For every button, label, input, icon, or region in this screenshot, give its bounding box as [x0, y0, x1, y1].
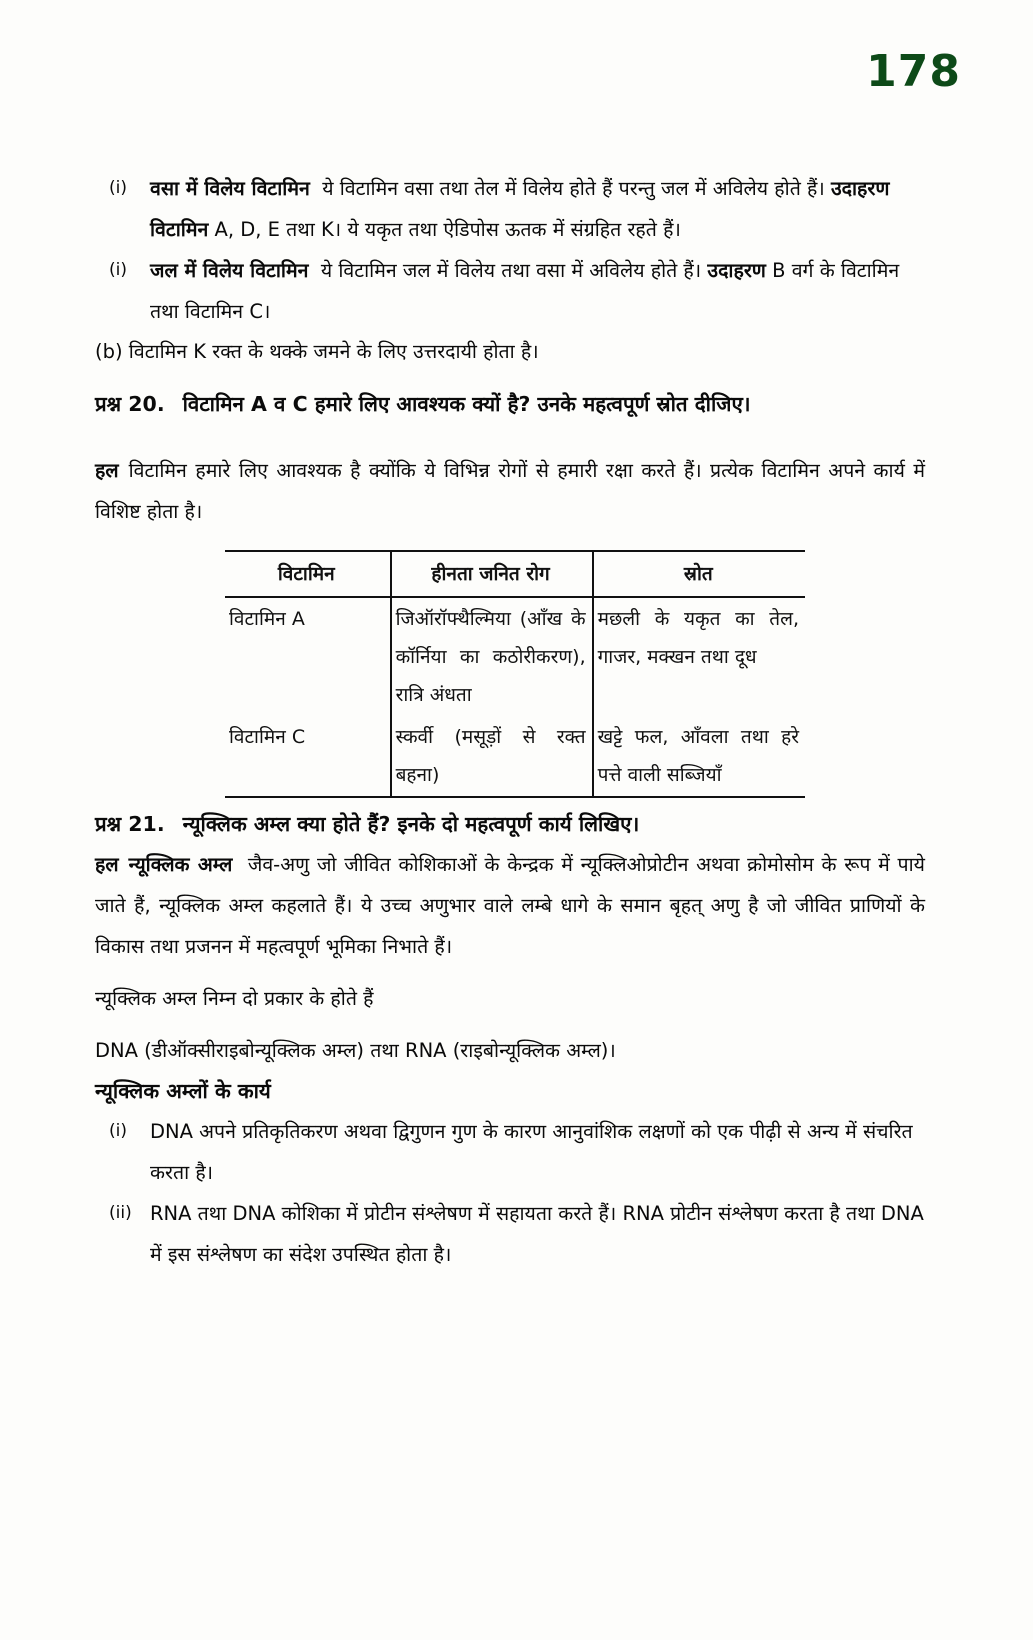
- list-item: [95, 168, 925, 250]
- bold-lead-term: वसा में विलेय विटामिन: [150, 177, 310, 200]
- item-b-text: विटामिन K रक्त के थक्के जमने के लिए उत्तरदायी होता है।: [128, 340, 539, 363]
- question-20-text: विटामिन A व C हमारे लिए आवश्यक क्यों है? उनके महत्वपूर्ण स्रोत दीजिए।: [182, 392, 751, 416]
- list-item-text-a: ये विटामिन जल में विलेय तथा वसा में अविलेय होते हैं।: [320, 259, 702, 282]
- list-item-text-b: B वर्ग के विटामिन तथा विटामिन C।: [150, 259, 900, 323]
- nucleic-acid-types-line: DNA (डीऑक्सीराइबोन्यूक्लिक अम्ल) तथा RNA (राइबोन्यूक्लिक अम्ल)।: [95, 1039, 616, 1062]
- item-b-line: [95, 332, 925, 372]
- cell-vitamin: विटामिन A: [229, 608, 305, 630]
- functions-heading: न्यूक्लिक अम्लों के कार्य: [95, 1079, 271, 1103]
- solution-20: [95, 450, 925, 532]
- column-header-vitamin: विटामिन: [225, 551, 391, 597]
- item-b-marker: (b): [95, 340, 123, 363]
- example-label: उदाहरण: [830, 177, 890, 200]
- question-21-label: प्रश्न 21.: [95, 812, 165, 836]
- table-body: [225, 597, 805, 797]
- list-marker: (i): [109, 178, 127, 198]
- list-item-text-b: A, D, E तथा K। ये यकृत तथा ऐडिपोस ऊतक में संग्रहित रहते हैं।: [214, 218, 681, 241]
- table-head: [225, 551, 805, 597]
- list-item-body: [150, 177, 896, 241]
- function-item-text: RNA तथा DNA कोशिका में प्रोटीन संश्लेषण में सहायता करते हैं। RNA प्रोटीन संश्लेषण करता है तथा DNA में इस संश्लेषण का संदेश उपस्थित होता है।: [150, 1202, 924, 1266]
- list-item: [95, 1193, 925, 1275]
- question-20-heading: [95, 384, 925, 424]
- cell-source: खट्टे फल, आँवला तथा हरे पत्ते वाली सब्जियाँ: [593, 716, 805, 797]
- page-content: [95, 168, 925, 1275]
- list-item: [95, 1111, 925, 1193]
- vitamin-type-list: [95, 168, 925, 332]
- question-21-heading: [95, 804, 925, 844]
- vitamin-word: विटामिन: [150, 218, 209, 241]
- nucleic-acid-functions-list: [95, 1111, 925, 1275]
- list-marker: (ii): [109, 1203, 132, 1223]
- column-header-source: स्रोत: [593, 551, 805, 597]
- list-item: [95, 250, 925, 332]
- vitamin-table-container: [225, 550, 805, 798]
- list-item-body: [150, 259, 899, 323]
- list-item-text-a: ये विटामिन वसा तथा तेल में विलेय होते हैं परन्तु जल में अविलेय होते हैं।: [322, 177, 825, 200]
- solution-21-term: न्यूक्लिक अम्ल: [128, 853, 233, 876]
- solution-20-text: विटामिन हमारे लिए आवश्यक है क्योंकि ये विभिन्न रोगों से हमारी रक्षा करते हैं। प्रत्येक विटामिन अपने कार्य में विशिष्ट होता है।: [95, 459, 925, 523]
- column-header-disease: हीनता जनित रोग: [391, 551, 593, 597]
- function-item-text: DNA अपने प्रतिकृतिकरण अथवा द्विगुणन गुण के कारण आनुवांशिक लक्षणों को एक पीढ़ी से अन्य में संचरित करता है।: [150, 1120, 913, 1184]
- example-label: उदाहरण: [707, 259, 766, 282]
- question-20-label: प्रश्न 20.: [95, 392, 165, 416]
- solution-label: हल: [95, 459, 119, 482]
- solution-21-text: जैव-अणु जो जीवित कोशिकाओं के केन्द्रक में न्यूक्लिओप्रोटीन अथवा क्रोमोसोम के रूप में पाये जाते हैं, न्यूक्लिक अम्ल कहलाते हैं। ये उच्च अणुभार वाले लम्बे धागे के समान बृहत् अणु है जो जीवित प्राणियों के विकास तथा प्रजनन में महत्वपूर्ण भूमिका निभाते हैं।: [95, 853, 925, 958]
- table-header-row: [225, 551, 805, 597]
- nucleic-acid-types-intro: न्यूक्लिक अम्ल निम्न दो प्रकार के होते हैं: [95, 987, 374, 1010]
- solution-21: [95, 844, 925, 967]
- question-21-text: न्यूक्लिक अम्ल क्या होते हैं? इनके दो महत्वपूर्ण कार्य लिखिए।: [182, 812, 640, 836]
- table-row: [225, 597, 805, 716]
- cell-vitamin: विटामिन C: [225, 716, 391, 797]
- table-row: [225, 716, 805, 797]
- list-marker: (i): [109, 1121, 127, 1141]
- solution-label: हल: [95, 853, 119, 876]
- cell-source: मछली के यकृत का तेल, गाजर, मक्खन तथा दूध: [593, 597, 805, 716]
- cell-disease: जिऑरॉफ्थैल्मिया (आँख के कॉर्निया का कठोरीकरण), रात्रि अंधता: [391, 597, 593, 716]
- cell-disease: स्कर्वी (मसूड़ों से रक्त बहना): [391, 716, 593, 797]
- list-marker: (i): [109, 260, 127, 280]
- page-number: 178: [866, 46, 961, 97]
- vitamin-table: [225, 550, 805, 798]
- bold-lead-term: जल में विलेय विटामिन: [150, 259, 309, 282]
